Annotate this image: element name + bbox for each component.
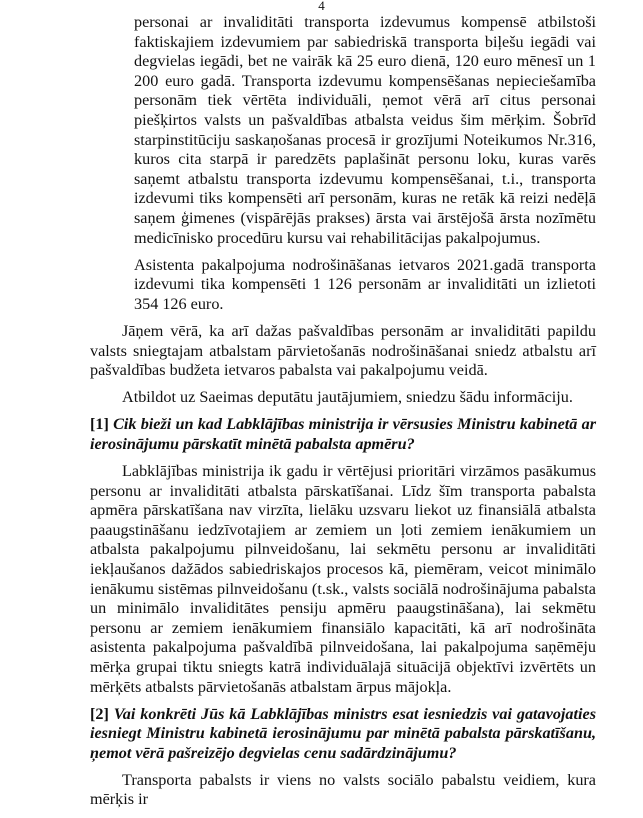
question-number: [2] [90,704,109,723]
answer-2: Transporta pabalsts ir viens no valsts sociālo pabalstu veidiem, kura mērķis ir [90,770,596,809]
paragraph-municipal-support: Jāņem vērā, ka arī dažas pašvaldības personām ar invaliditāti papildu valsts sniegtajam atbalstam pārvietošanās nodrošināšanai sniedz atbalstu arī pašvaldības budžeta ietvaros pabalsta vai pakalpojumu veidā. [90,321,596,380]
paragraph-transport-compensation: personai ar invaliditāti transporta izdevumus kompensē atbilstoši faktiskajiem izdevumiem par sabiedriskā transporta biļešu iegādi vai degvielas iegādi, bet ne vairāk kā 25 euro dienā, 120 euro mēnesī un 1 200 euro gadā. Transporta izdevumu kompensēšanas nepieciešamība personām tiek vērtēta individuāli, ņemot vērā arī citus personai piešķirtos valsts un pašvaldības atbalsta veidus šim mērķim. Šobrīd starpinstitūciju saskaņošanas procesā ir grozījumi Noteikumos Nr.316, kuros cita starpā ir paredzēts paplašināt personu loku, kuras varēs saņemt atbalstu transporta izdevumu kompensēšanai, t.i., transporta izdevumi tiks kompensēti arī personām, kuras ne retāk kā reizi nedēļā saņem ģimenes (vispārējās prakses) ārsta vai ārstējošā ārsta nozīmētu medicīnisko procedūru kursu vai rehabilitācijas pakalpojumus. [134,13,596,247]
paragraph-intro-answers: Atbildot uz Saeimas deputātu jautājumiem, sniedzu šādu informāciju. [122,388,573,407]
question-number: [1] [90,415,109,434]
question-text: Vai konkrēti Jūs kā Labklājības ministrs esat iesniedzis vai gatavojaties iesniegt Ministru kabinetā ierosinājumu par minētā pabalsta pārskatīšanu, ņemot vērā pašreizējo degvielas cenu sadārdzinājumu? [90,704,596,762]
question-1 [90,415,596,454]
question-text: Cik bieži un kad Labklājības ministrija ir vērsusies Ministru kabinetā ar ierosinājumu pārskatīt minētā pabalsta apmēru? [90,415,596,453]
page-number: 4 [318,0,325,13]
question-2 [90,705,596,764]
document-body [90,13,596,818]
paragraph-assistant-service: Asistenta pakalpojuma nodrošināšanas ietvaros 2021.gadā transporta izdevumi tika kompensēti 1 126 personām ar invaliditāti un izlietoti 354 126 euro. [134,255,596,313]
answer-1: Labklājības ministrija ik gadu ir vērtējusi prioritāri virzāmos pasākumus personu ar invaliditāti atbalsta pārskatīšanai. Līdz šīm transporta pabalsta apmēra pārskatīšana nav virzīta, lielāku uzsvaru liekot uz finansiālā atbalsta paaugstināšanu iedzīvotajiem ar zemiem un ļoti zemiem ienākumiem un atbalsta pakalpojumu pilnveidošanu, lai sekmētu personu ar invaliditāti iekļaušanos dažādos sabiedriskajos procesos kā, piemēram, veicot minimālo ienākumu sistēmas pilnveidošanu (t.sk., valsts sociālā nodrošinājuma pabalsta un minimālo invaliditātes pensiju apmēru paaugstināšana), lai sekmētu personu ar zemiem ienākumiem finansiālo kapacitāti, kā arī nodrošināta asistenta pakalpojuma pašvaldībā pilnveidošana, lai pakalpojuma saņēmēju mērķa grupai tiktu sniegts katrā individuālajā situācijā objektīvi izvērtēts un mērķēts atbalsts pārvietošanās atbalstam ārpus mājokļa. [90,461,596,696]
